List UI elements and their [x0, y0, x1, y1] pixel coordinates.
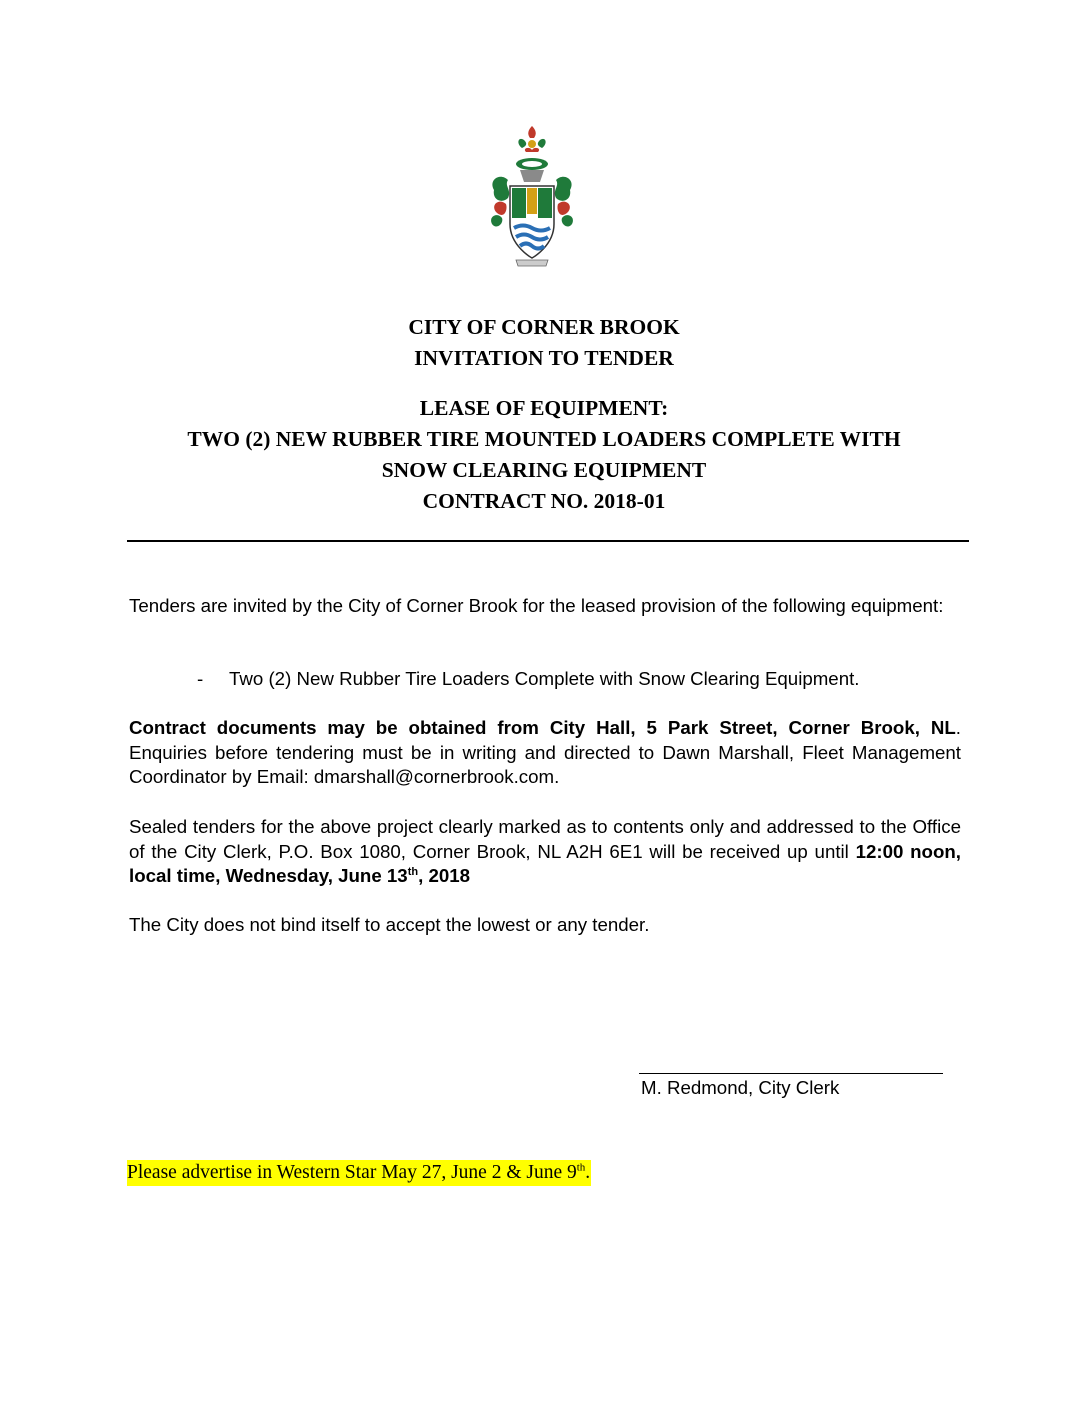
equipment-item: Two (2) New Rubber Tire Loaders Complete with Snow Clearing Equipment. — [229, 668, 860, 689]
document-heading — [0, 312, 1088, 374]
list-item — [197, 667, 859, 692]
contract-number: CONTRACT NO. 2018-01 — [422, 489, 666, 513]
advertising-text: Please advertise in Western Star May 27, June 2 & June 9 — [127, 1162, 577, 1183]
advertising-note — [127, 1160, 591, 1186]
deadline-date: 12:00 noon, local time, Wednesday, June 13 — [129, 840, 961, 886]
invitation-title: INVITATION TO TENDER — [414, 346, 674, 370]
documents-paragraph — [129, 716, 961, 790]
horizontal-divider — [127, 540, 969, 542]
disclaimer-paragraph: The City does not bind itself to accept the lowest or any tender. — [129, 914, 650, 935]
advertising-ordinal: th — [576, 1161, 586, 1174]
enquiries-text: . Enquiries before tendering must be in writing and directed to Dawn Marshall, Fleet Management Coordinator by Email: dmarshall@cornerbrook.com. — [129, 717, 961, 787]
signatory-name: M. Redmond, City Clerk — [641, 1077, 840, 1098]
sealed-tenders-paragraph — [129, 815, 961, 889]
subject-line-2: TWO (2) NEW RUBBER TIRE MOUNTED LOADERS COMPLETE WITH — [187, 427, 901, 451]
sealed-text: Sealed tenders for the above project clearly marked as to contents only and addressed to the Office of the City Clerk, P.O. Box 1080, Corner Brook, NL A2H 6E1 will be received up until — [129, 816, 961, 862]
intro-paragraph: Tenders are invited by the City of Corner Brook for the leased provision of the following equipment: — [129, 595, 944, 616]
city-coat-of-arms-icon — [486, 124, 578, 268]
subject-line-1: LEASE OF EQUIPMENT: — [419, 396, 669, 420]
advertising-end: . — [585, 1162, 591, 1183]
bullet-dash: - — [197, 668, 204, 689]
city-name: CITY OF CORNER BROOK — [408, 315, 680, 339]
subject-line-3: SNOW CLEARING EQUIPMENT — [381, 458, 707, 482]
signature-line — [639, 1073, 943, 1074]
subject-heading — [0, 393, 1088, 517]
deadline-year: , 2018 — [418, 865, 471, 886]
deadline-ordinal: th — [407, 865, 419, 878]
documents-location: Contract documents may be obtained from City Hall, 5 Park Street, Corner Brook, NL — [129, 717, 956, 738]
